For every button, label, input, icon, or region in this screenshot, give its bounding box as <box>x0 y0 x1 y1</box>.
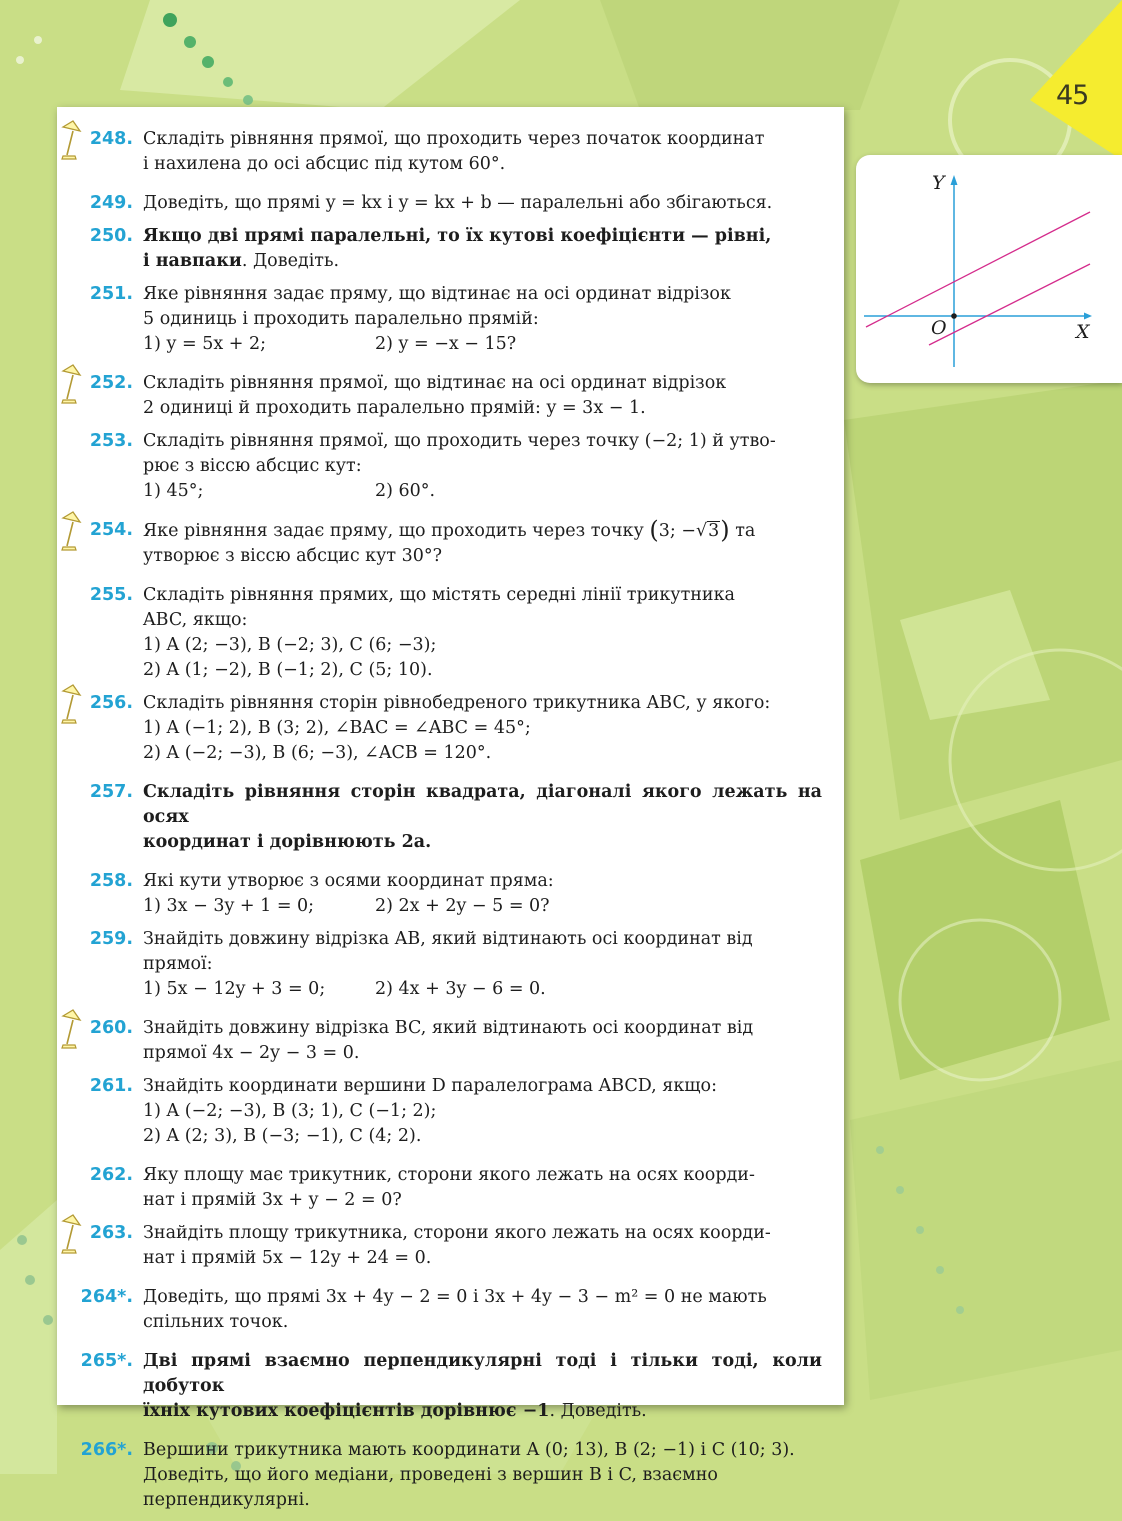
exercise-line: і нахилена до осі абсцис під кутом 60°. <box>143 154 506 174</box>
exercise-number: 255. <box>89 585 133 605</box>
exercise-line: 2) A (2; 3), B (−3; −1), C (4; 2). <box>143 1126 422 1146</box>
sub-item-2: 2) 2x + 2y − 5 = 0? <box>375 896 550 916</box>
exercise-item <box>57 691 844 766</box>
exercise-number: 250. <box>89 226 133 246</box>
parallel-lines-diagram <box>856 155 1122 383</box>
exercise-line: 2) A (−2; −3), B (6; −3), ∠ACB = 120°. <box>143 743 492 763</box>
exercise-item <box>57 1438 844 1513</box>
text-segment: . Доведіть. <box>241 251 340 271</box>
exercise-item <box>57 282 844 357</box>
exercise-item <box>57 371 844 421</box>
exercise-text <box>143 780 822 855</box>
exercise-text <box>143 282 822 357</box>
exercise-line: Складіть рівняння сторін рівнобедреного трикутника ABC, у якого: <box>143 693 771 713</box>
exercise-item <box>57 518 844 569</box>
exercise-number: 262. <box>89 1165 133 1185</box>
exercise-number: 266*. <box>80 1440 133 1460</box>
bold-segment: їхніх кутових коефіцієнтів дорівнює −1 <box>143 1401 550 1421</box>
exercise-text <box>143 691 822 766</box>
exercise-item <box>57 1349 844 1424</box>
exercise-text <box>143 429 822 504</box>
exercise-text <box>143 224 822 274</box>
exercise-item <box>57 1221 844 1271</box>
exercise-line: Складіть рівняння прямої, що проходить через точку (−2; 1) й утво- <box>143 431 776 451</box>
exercise-number: 256. <box>89 693 133 713</box>
origin-label: O <box>931 317 947 339</box>
exercise-line: Знайдіть площу трикутника, сторони якого лежать на осях коорди- <box>143 1223 771 1243</box>
paren-close: ) <box>720 516 730 544</box>
exercise-item <box>57 583 844 683</box>
sub-item-1: 1) 3x − 3y + 1 = 0; <box>143 896 315 916</box>
exercise-text <box>143 927 822 1002</box>
exercise-number: 260. <box>89 1018 133 1038</box>
exercise-line: утворює з віссю абсцис кут 30°? <box>143 546 443 566</box>
exercise-number: 252. <box>89 373 133 393</box>
exercise-line: нат і прямій 3x + y − 2 = 0? <box>143 1190 402 1210</box>
exercise-item <box>57 1163 844 1213</box>
exercise-line: прямої: <box>143 954 213 974</box>
exercise-text <box>143 1221 822 1271</box>
sub-items <box>143 332 822 357</box>
text-segment: Яке рівняння задає пряму, що проходить через точку <box>143 521 650 541</box>
exercise-line: Які кути утворює з осями координат пряма: <box>143 871 554 891</box>
exercise-panel <box>57 107 844 1510</box>
exercise-line: спільних точок. <box>143 1312 289 1332</box>
sub-items <box>143 894 822 919</box>
exercise-text <box>143 1016 822 1066</box>
sub-item-2: 2) 4x + 3y − 6 = 0. <box>375 979 546 999</box>
exercise-line: рює з віссю абсцис кут: <box>143 456 362 476</box>
exercise-text <box>143 191 822 216</box>
exercise-item <box>57 429 844 504</box>
exercise-line: перпендикулярні. <box>143 1490 310 1510</box>
y-axis-label: Y <box>932 172 945 194</box>
exercise-line: 5 одиниць і проходить паралельно прямій: <box>143 309 539 329</box>
exercise-line: Знайдіть довжину відрізка BC, який відтинають осі координат від <box>143 1018 754 1038</box>
exercise-line: 2 одиниці й проходить паралельно прямій: y = 3x − 1. <box>143 398 646 418</box>
exercise-item <box>57 127 844 177</box>
bold-segment: і навпаки <box>143 251 242 271</box>
exercise-text <box>143 1074 822 1149</box>
exercise-number: 257. <box>89 782 133 802</box>
exercise-line: Яке рівняння задає пряму, що відтинає на осі ординат відрізок <box>143 284 731 304</box>
exercise-text <box>143 1438 822 1513</box>
exercise-line: ABC, якщо: <box>143 610 248 630</box>
exercise-text <box>143 127 822 177</box>
exercise-number: 265*. <box>80 1351 133 1371</box>
exercise-line: 1) A (−1; 2), B (3; 2), ∠BAC = ∠ABC = 45°; <box>143 718 531 738</box>
exercise-text <box>143 869 822 919</box>
coordinate-figure <box>856 155 1122 383</box>
exercise-line: Складіть рівняння сторін квадрата, діагоналі якого лежать на осях <box>143 782 822 827</box>
point-coord: 3; − <box>658 521 696 541</box>
exercise-number: 249. <box>89 193 133 213</box>
exercise-line: Якщо дві прямі паралельні, то їх кутові коефіцієнти — рівні, <box>143 226 772 246</box>
sub-items <box>143 977 822 1002</box>
exercise-text <box>143 583 822 683</box>
exercise-text <box>143 1285 822 1335</box>
exercise-line: 1) A (2; −3), B (−2; 3), C (6; −3); <box>143 635 437 655</box>
sub-items <box>143 479 822 504</box>
exercise-number: 261. <box>89 1076 133 1096</box>
exercise-number: 259. <box>89 929 133 949</box>
exercise-line: нат і прямій 5x − 12y + 24 = 0. <box>143 1248 432 1268</box>
paren-open: ( <box>649 516 659 544</box>
exercise-item <box>57 191 844 216</box>
exercise-line: Вершини трикутника мають координати A (0; 13), B (2; −1) і C (10; 3). <box>143 1440 795 1460</box>
text-segment: та <box>729 521 756 541</box>
exercise-number: 263. <box>89 1223 133 1243</box>
exercise-line: Складіть рівняння прямих, що містять середні лінії трикутника <box>143 585 735 605</box>
exercise-text <box>143 1163 822 1213</box>
exercise-line: Складіть рівняння прямої, що відтинає на осі ординат відрізок <box>143 373 727 393</box>
sub-item-1: 1) 5x − 12y + 3 = 0; <box>143 979 326 999</box>
sub-item-1: 1) y = 5x + 2; <box>143 334 267 354</box>
exercise-list <box>57 127 844 1521</box>
exercise-text <box>143 1349 822 1424</box>
exercise-line: Знайдіть координати вершини D паралелограма ABCD, якщо: <box>143 1076 717 1096</box>
exercise-text <box>143 518 822 569</box>
sub-item-2: 2) y = −x − 15? <box>375 334 517 354</box>
exercise-item <box>57 1016 844 1066</box>
exercise-number: 253. <box>89 431 133 451</box>
exercise-line: координат і дорівнюють 2a. <box>143 832 432 852</box>
exercise-item <box>57 1285 844 1335</box>
exercise-line: 2) A (1; −2), B (−1; 2), C (5; 10). <box>143 660 433 680</box>
exercise-line: Доведіть, що прямі 3x + 4y − 2 = 0 і 3x + 4y − 3 − m² = 0 не мають <box>143 1287 767 1307</box>
exercise-item <box>57 780 844 855</box>
exercise-number: 248. <box>89 129 133 149</box>
exercise-line: Яку площу має трикутник, сторони якого лежать на осях коорди- <box>143 1165 755 1185</box>
exercise-line: прямої 4x − 2y − 3 = 0. <box>143 1043 360 1063</box>
exercise-item <box>57 927 844 1002</box>
exercise-line <box>143 518 822 544</box>
exercise-line: Знайдіть довжину відрізка AB, який відтинають осі координат від <box>143 929 753 949</box>
sub-item-2: 2) 60°. <box>375 481 436 501</box>
sqrt-radicand: 3 <box>708 521 720 541</box>
exercise-item <box>57 224 844 274</box>
exercise-line <box>143 1399 822 1424</box>
text-segment: . Доведіть. <box>549 1401 647 1421</box>
exercise-text <box>143 371 822 421</box>
exercise-line <box>143 249 822 274</box>
exercise-number: 251. <box>89 284 133 304</box>
sqrt-sign: √ <box>695 521 708 541</box>
exercise-number: 254. <box>89 520 133 540</box>
exercise-line: Дві прямі взаємно перпендикулярні тоді і тільки тоді, коли добуток <box>143 1351 822 1396</box>
exercise-number: 264*. <box>80 1287 133 1307</box>
exercise-line: 1) A (−2; −3), B (3; 1), C (−1; 2); <box>143 1101 437 1121</box>
x-axis-label: X <box>1076 321 1090 343</box>
exercise-item <box>57 869 844 919</box>
page-number: 45 <box>1056 80 1089 111</box>
exercise-line: Доведіть, що прямі y = kx і y = kx + b — паралельні або збігаються. <box>143 193 773 213</box>
exercise-number: 258. <box>89 871 133 891</box>
sub-item-1: 1) 45°; <box>143 481 204 501</box>
exercise-item <box>57 1074 844 1149</box>
exercise-line: Доведіть, що його медіани, проведені з вершин B і C, взаємно <box>143 1465 718 1485</box>
exercise-line: Складіть рівняння прямої, що проходить через початок координат <box>143 129 765 149</box>
